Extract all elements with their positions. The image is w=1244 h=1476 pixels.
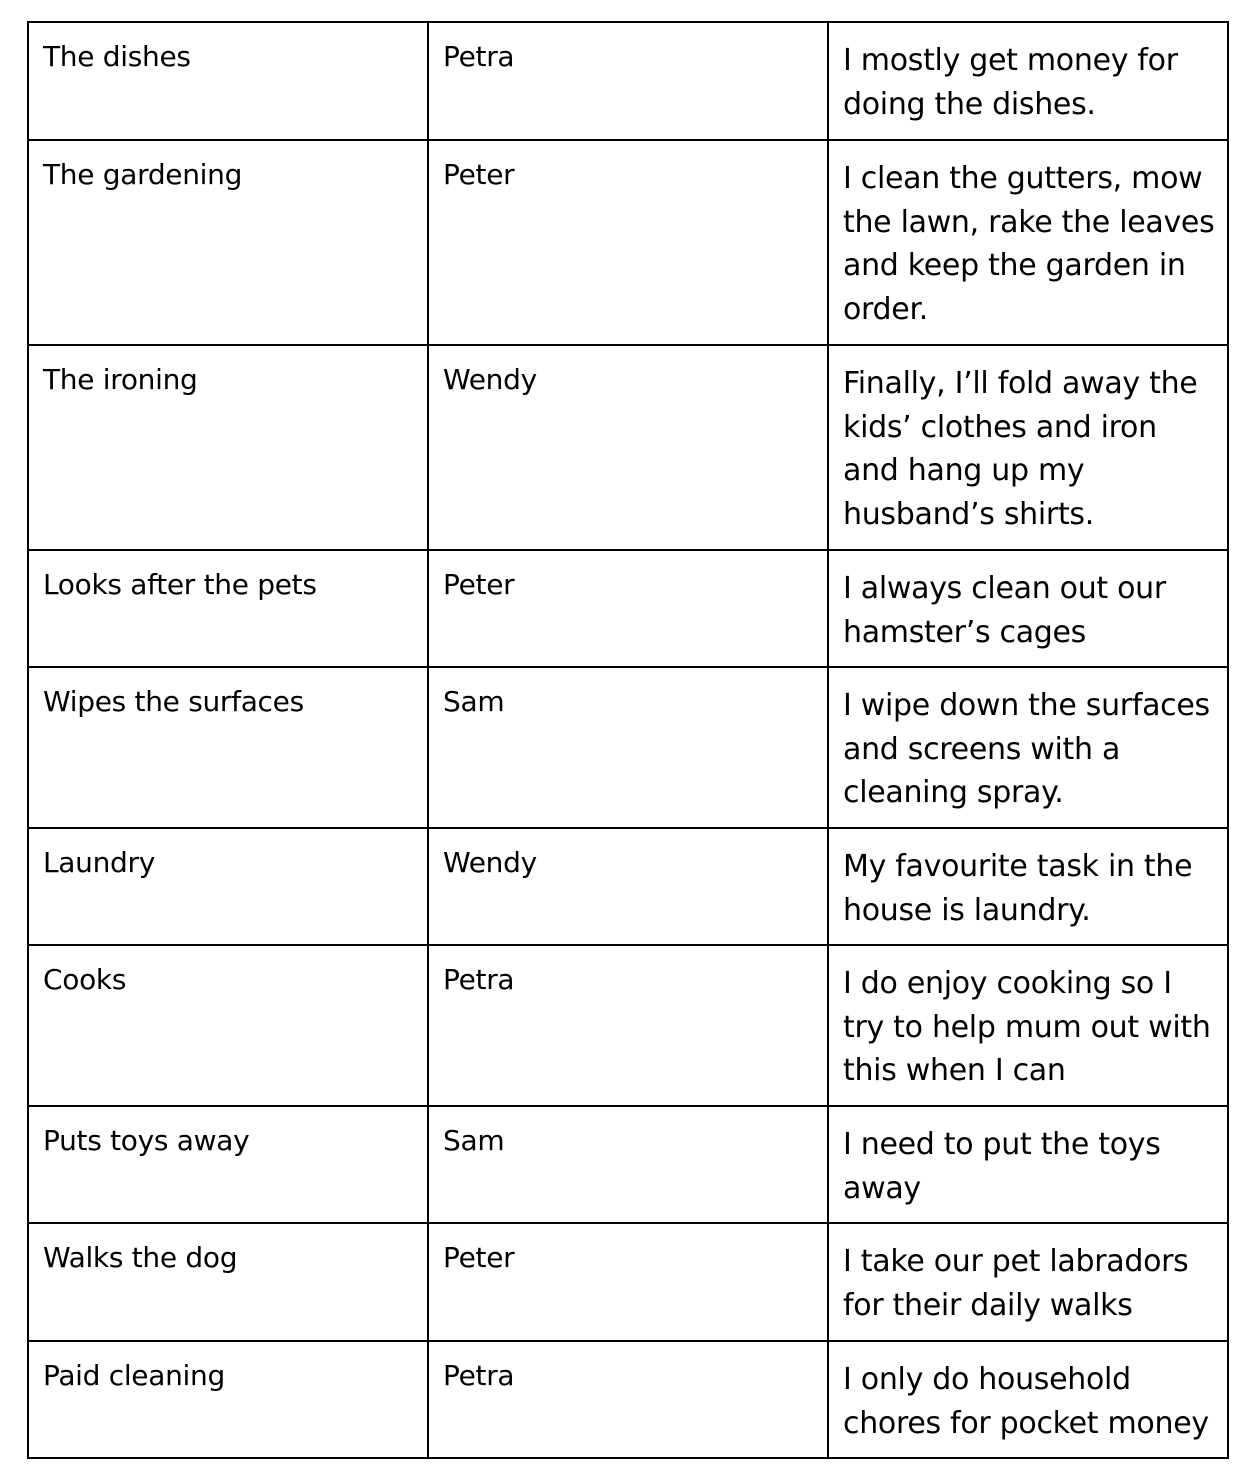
task-cell: The ironing bbox=[28, 345, 428, 550]
table-row bbox=[28, 667, 1228, 828]
table-row bbox=[28, 828, 1228, 945]
comment-cell: I clean the gutters, mow the lawn, rake the leaves and keep the garden in order. bbox=[828, 140, 1228, 345]
task-cell: Puts toys away bbox=[28, 1106, 428, 1223]
person-cell: Sam bbox=[428, 1106, 828, 1223]
comment-cell: My favourite task in the house is laundry. bbox=[828, 828, 1228, 945]
table-row bbox=[28, 140, 1228, 345]
task-cell: Looks after the pets bbox=[28, 550, 428, 667]
comment-cell: I wipe down the surfaces and screens with a cleaning spray. bbox=[828, 667, 1228, 828]
comment-cell: I only do household chores for pocket money bbox=[828, 1341, 1228, 1458]
table-row bbox=[28, 1223, 1228, 1341]
task-cell: Paid cleaning bbox=[28, 1341, 428, 1458]
comment-cell: I take our pet labradors for their daily walks bbox=[828, 1223, 1228, 1341]
person-cell: Wendy bbox=[428, 345, 828, 550]
table-row bbox=[28, 1341, 1228, 1458]
comment-cell: I do enjoy cooking so I try to help mum out with this when I can bbox=[828, 945, 1228, 1106]
person-cell: Petra bbox=[428, 22, 828, 140]
task-cell: Walks the dog bbox=[28, 1223, 428, 1341]
person-cell: Petra bbox=[428, 1341, 828, 1458]
task-cell: Wipes the surfaces bbox=[28, 667, 428, 828]
chores-table bbox=[27, 21, 1229, 1459]
person-cell: Peter bbox=[428, 140, 828, 345]
table-row bbox=[28, 345, 1228, 550]
task-cell: The dishes bbox=[28, 22, 428, 140]
person-cell: Peter bbox=[428, 1223, 828, 1341]
table-row bbox=[28, 22, 1228, 140]
person-cell: Wendy bbox=[428, 828, 828, 945]
task-cell: Cooks bbox=[28, 945, 428, 1106]
person-cell: Peter bbox=[428, 550, 828, 667]
person-cell: Petra bbox=[428, 945, 828, 1106]
comment-cell: I always clean out our hamster’s cages bbox=[828, 550, 1228, 667]
task-cell: The gardening bbox=[28, 140, 428, 345]
comment-cell: Finally, I’ll fold away the kids’ clothes and iron and hang up my husband’s shirts. bbox=[828, 345, 1228, 550]
table-row bbox=[28, 550, 1228, 667]
comment-cell: I need to put the toys away bbox=[828, 1106, 1228, 1223]
comment-cell: I mostly get money for doing the dishes. bbox=[828, 22, 1228, 140]
person-cell: Sam bbox=[428, 667, 828, 828]
task-cell: Laundry bbox=[28, 828, 428, 945]
table-row bbox=[28, 945, 1228, 1106]
table-row bbox=[28, 1106, 1228, 1223]
